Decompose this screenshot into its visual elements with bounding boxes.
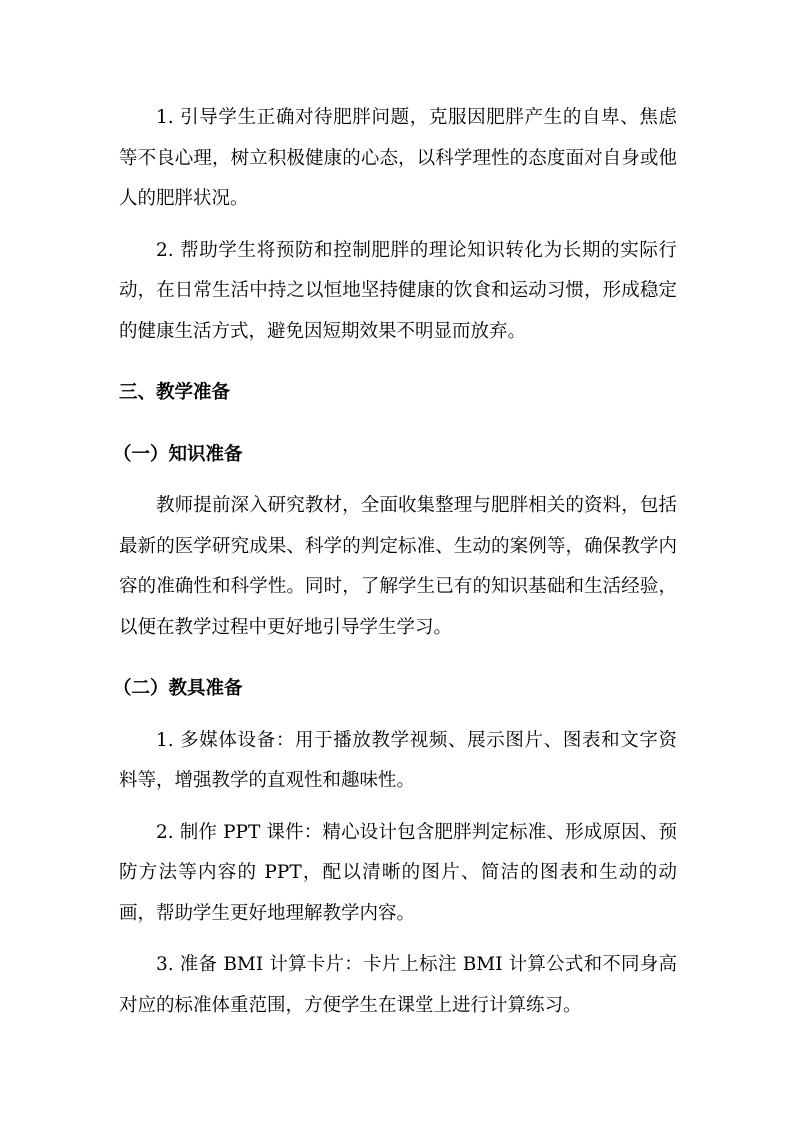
subsection-heading-tools: （二）教具准备	[113, 678, 243, 699]
section-heading-preparation: 三、教学准备	[119, 382, 231, 403]
goal-item-2: 2. 帮助学生将预防和控制肥胖的理论知识转化为长期的实际行动，在日常生活中持之以恒地坚持健康的饮食和运动习惯，形成稳定的健康生活方式，避免因短期效果不明显而放弃。	[119, 239, 677, 342]
tools-item-3: 3. 准备 BMI 计算卡片：卡片上标注 BMI 计算公式和不同身高对应的标准体重范围，方便学生在课堂上进行计算练习。	[119, 954, 677, 1016]
tools-item-2: 2. 制作 PPT 课件：精心设计包含肥胖判定标准、形成原因、预防方法等内容的 PPT，配以清晰的图片、简洁的图表和生动的动画，帮助学生更好地理解教学内容。	[119, 821, 677, 924]
document-page	[113, 98, 677, 1026]
knowledge-paragraph: 教师提前深入研究教材，全面收集整理与肥胖相关的资料，包括最新的医学研究成果、科学的判定标准、生动的案例等，确保教学内容的准确性和科学性。同时，了解学生已有的知识基础和生活经验，以便在教学过程中更好地引导学生学习。	[119, 495, 677, 638]
subsection-heading-knowledge: （一）知识准备	[113, 443, 243, 465]
tools-item-1: 1. 多媒体设备：用于播放教学视频、展示图片、图表和文字资料等，增强教学的直观性和趣味性。	[119, 729, 677, 791]
goal-item-1: 1. 引导学生正确对待肥胖问题，克服因肥胖产生的自卑、焦虑等不良心理，树立积极健康的心态，以科学理性的态度面对自身或他人的肥胖状况。	[119, 107, 677, 209]
